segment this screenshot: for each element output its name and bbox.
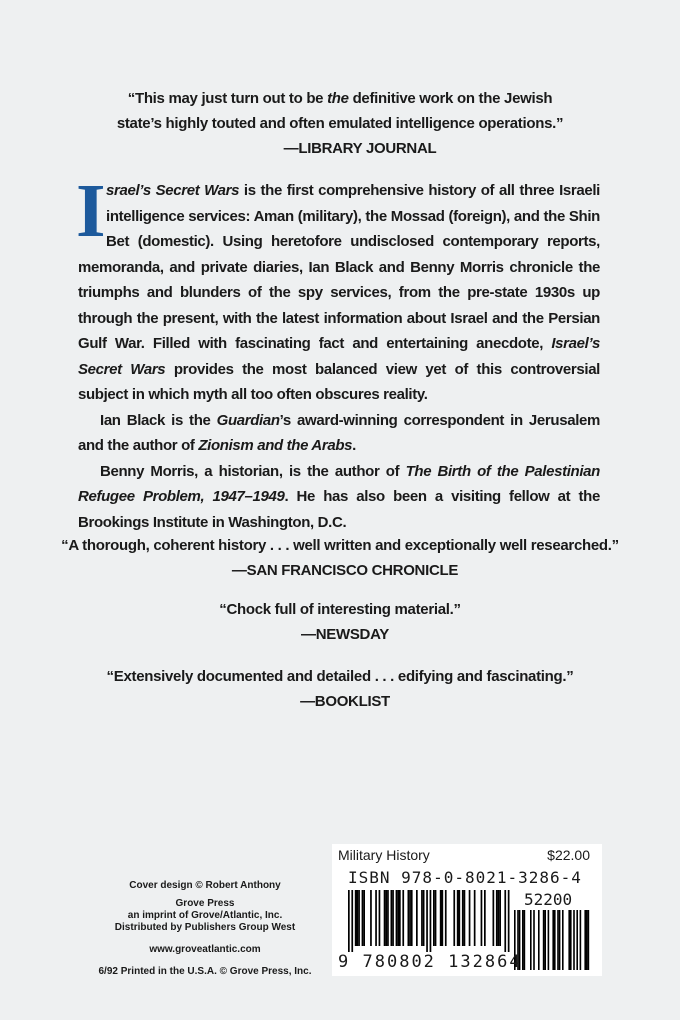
- barcode-bar: [430, 890, 432, 952]
- quote-source: —LIBRARY JOURNAL: [283, 140, 437, 157]
- barcode-bar: [474, 890, 476, 946]
- barcode-bar: [385, 890, 387, 946]
- addon-bar: [557, 910, 559, 970]
- addon-bar: [554, 910, 556, 970]
- barcode-bar: [426, 890, 428, 952]
- barcode-bar: [397, 890, 399, 946]
- barcode-bar: [391, 890, 393, 946]
- description-paragraph-2: Ian Black is the Guardian’s award-winning correspondent in Jerusalem and the author of Zionism and the Arabs.: [78, 411, 600, 454]
- barcode-bar: [457, 890, 459, 946]
- addon-bar: [576, 910, 578, 970]
- addon-bar: [548, 910, 550, 970]
- barcode-bar: [440, 890, 442, 946]
- print-info: 6/92 Printed in the U.S.A. © Grove Press, Inc.: [98, 966, 312, 977]
- review-quote: “Extensively documented and detailed . . . edifying and fascinating.” —BOOKLIST: [0, 664, 680, 714]
- barcode-bar: [442, 890, 444, 946]
- barcode-bar: [357, 890, 359, 946]
- ean-digits: 9 780802 132864: [338, 952, 522, 972]
- isbn-text: ISBN 978-0-8021-3286-4: [348, 868, 582, 887]
- description-paragraph-1: Israel’s Secret Wars is the first comprehensive history of all three Israeli intelligence services: Aman (military), the Mossad (foreign), and the Shin Bet (domestic). Using heretofore undisclosed contemporary reports, memoranda, and private diaries, Ian Black and Benny Morris chronicle the triumphs and blunders of the spy services, from the pre-state 1930s up through the present, with the latest information about Israel and the Persian Gulf War. Filled with fascinating fact and entertaining anecdote, Israel’s Secret Wars provides the most balanced view yet of this controversial subject in which myth all too often obscures reality.: [76, 169, 601, 403]
- quote-line-1: “This may just turn out to be the definitive work on the Jewish: [127, 90, 553, 107]
- barcode-bar: [445, 890, 447, 946]
- barcode-bar: [504, 890, 506, 952]
- quote-source: —SAN FRANCISCO CHRONICLE: [231, 562, 459, 579]
- barcode-bar: [348, 890, 350, 952]
- barcode-bar: [358, 890, 360, 946]
- price-label: $22.00: [547, 847, 590, 863]
- barcode-bar: [396, 890, 398, 946]
- barcode-bar: [416, 890, 418, 946]
- addon-bar: [552, 910, 554, 970]
- barcode-bar: [493, 890, 495, 946]
- barcode-bar: [370, 890, 372, 946]
- addon-bar: [538, 910, 540, 970]
- review-quote: “A thorough, coherent history . . . well written and exceptionally well researched.” —SAN FRANCISCO CHRONICLE: [0, 533, 680, 583]
- quote-source: —NEWSDAY: [301, 626, 389, 643]
- barcode-bar: [375, 890, 377, 946]
- addon-bar: [580, 910, 582, 970]
- barcode-bar: [392, 890, 394, 946]
- book-description: [76, 169, 601, 535]
- publisher-imprint: an imprint of Grove/Atlantic, Inc.: [127, 910, 283, 921]
- barcode-bar: [363, 890, 365, 946]
- barcode-bar: [399, 890, 401, 946]
- barcode-bar: [499, 890, 501, 946]
- price-code: 52200: [524, 890, 573, 909]
- distributor: Distributed by Publishers Group West: [114, 922, 296, 933]
- barcode-bar: [409, 890, 411, 946]
- barcode-bar: [481, 890, 483, 946]
- cover-credit: Cover design © Robert Anthony: [129, 880, 281, 891]
- barcode-bar: [423, 890, 425, 946]
- addon-bar: [559, 910, 561, 970]
- barcode-bar: [464, 890, 466, 946]
- barcode-bar: [351, 890, 353, 952]
- barcode-bar: [433, 890, 435, 946]
- addon-bar: [562, 910, 564, 970]
- barcode-bar: [379, 890, 381, 946]
- barcode-bar: [387, 890, 389, 946]
- barcode-bar: [402, 890, 404, 946]
- publisher-credits: [90, 880, 320, 978]
- barcode-label: [332, 844, 602, 976]
- publisher-name: Grove Press: [175, 898, 235, 909]
- addon-bar: [586, 910, 588, 970]
- top-review-quote: [0, 86, 680, 161]
- barcode-bar: [355, 890, 357, 946]
- addon-bar: [544, 910, 546, 970]
- drop-cap: I: [76, 169, 106, 253]
- barcode-bar: [459, 890, 461, 946]
- addon-bar: [584, 910, 586, 970]
- addon-bar: [522, 910, 524, 970]
- description-paragraph-3: Benny Morris, a historian, is the author of The Birth of the Palestinian Refugee Problem, 1947–1949. He has also been a visiting fellow at the Brookings Institute in Washington, D.C.: [78, 462, 600, 531]
- barcode-bar: [411, 890, 413, 946]
- category-label: Military History: [338, 847, 430, 863]
- quote-source: —BOOKLIST: [300, 693, 390, 710]
- barcode-bar: [484, 890, 486, 946]
- addon-bar: [573, 910, 575, 970]
- publisher-website: www.groveatlantic.com: [149, 944, 261, 955]
- quote-line-2: state’s highly touted and often emulated intelligence operations.”: [116, 115, 564, 132]
- review-quote: “Chock full of interesting material.” —NEWSDAY: [0, 597, 680, 647]
- addon-bar: [568, 910, 570, 970]
- addon-bar: [530, 910, 532, 970]
- addon-bar: [588, 910, 590, 970]
- barcode-bar: [496, 890, 498, 946]
- barcode-bar: [462, 890, 464, 946]
- barcode-bar: [384, 890, 386, 946]
- barcode-bar: [508, 890, 510, 952]
- barcode-bar: [498, 890, 500, 946]
- barcode-bar: [408, 890, 410, 946]
- addon-bar: [533, 910, 535, 970]
- barcode-bar: [421, 890, 423, 946]
- addon-bar: [543, 910, 545, 970]
- addon-bar: [524, 910, 526, 970]
- addon-bar: [570, 910, 572, 970]
- barcode-bar: [453, 890, 455, 946]
- barcode-bar: [469, 890, 471, 946]
- barcode-bar: [362, 890, 364, 946]
- barcode-bar: [435, 890, 437, 946]
